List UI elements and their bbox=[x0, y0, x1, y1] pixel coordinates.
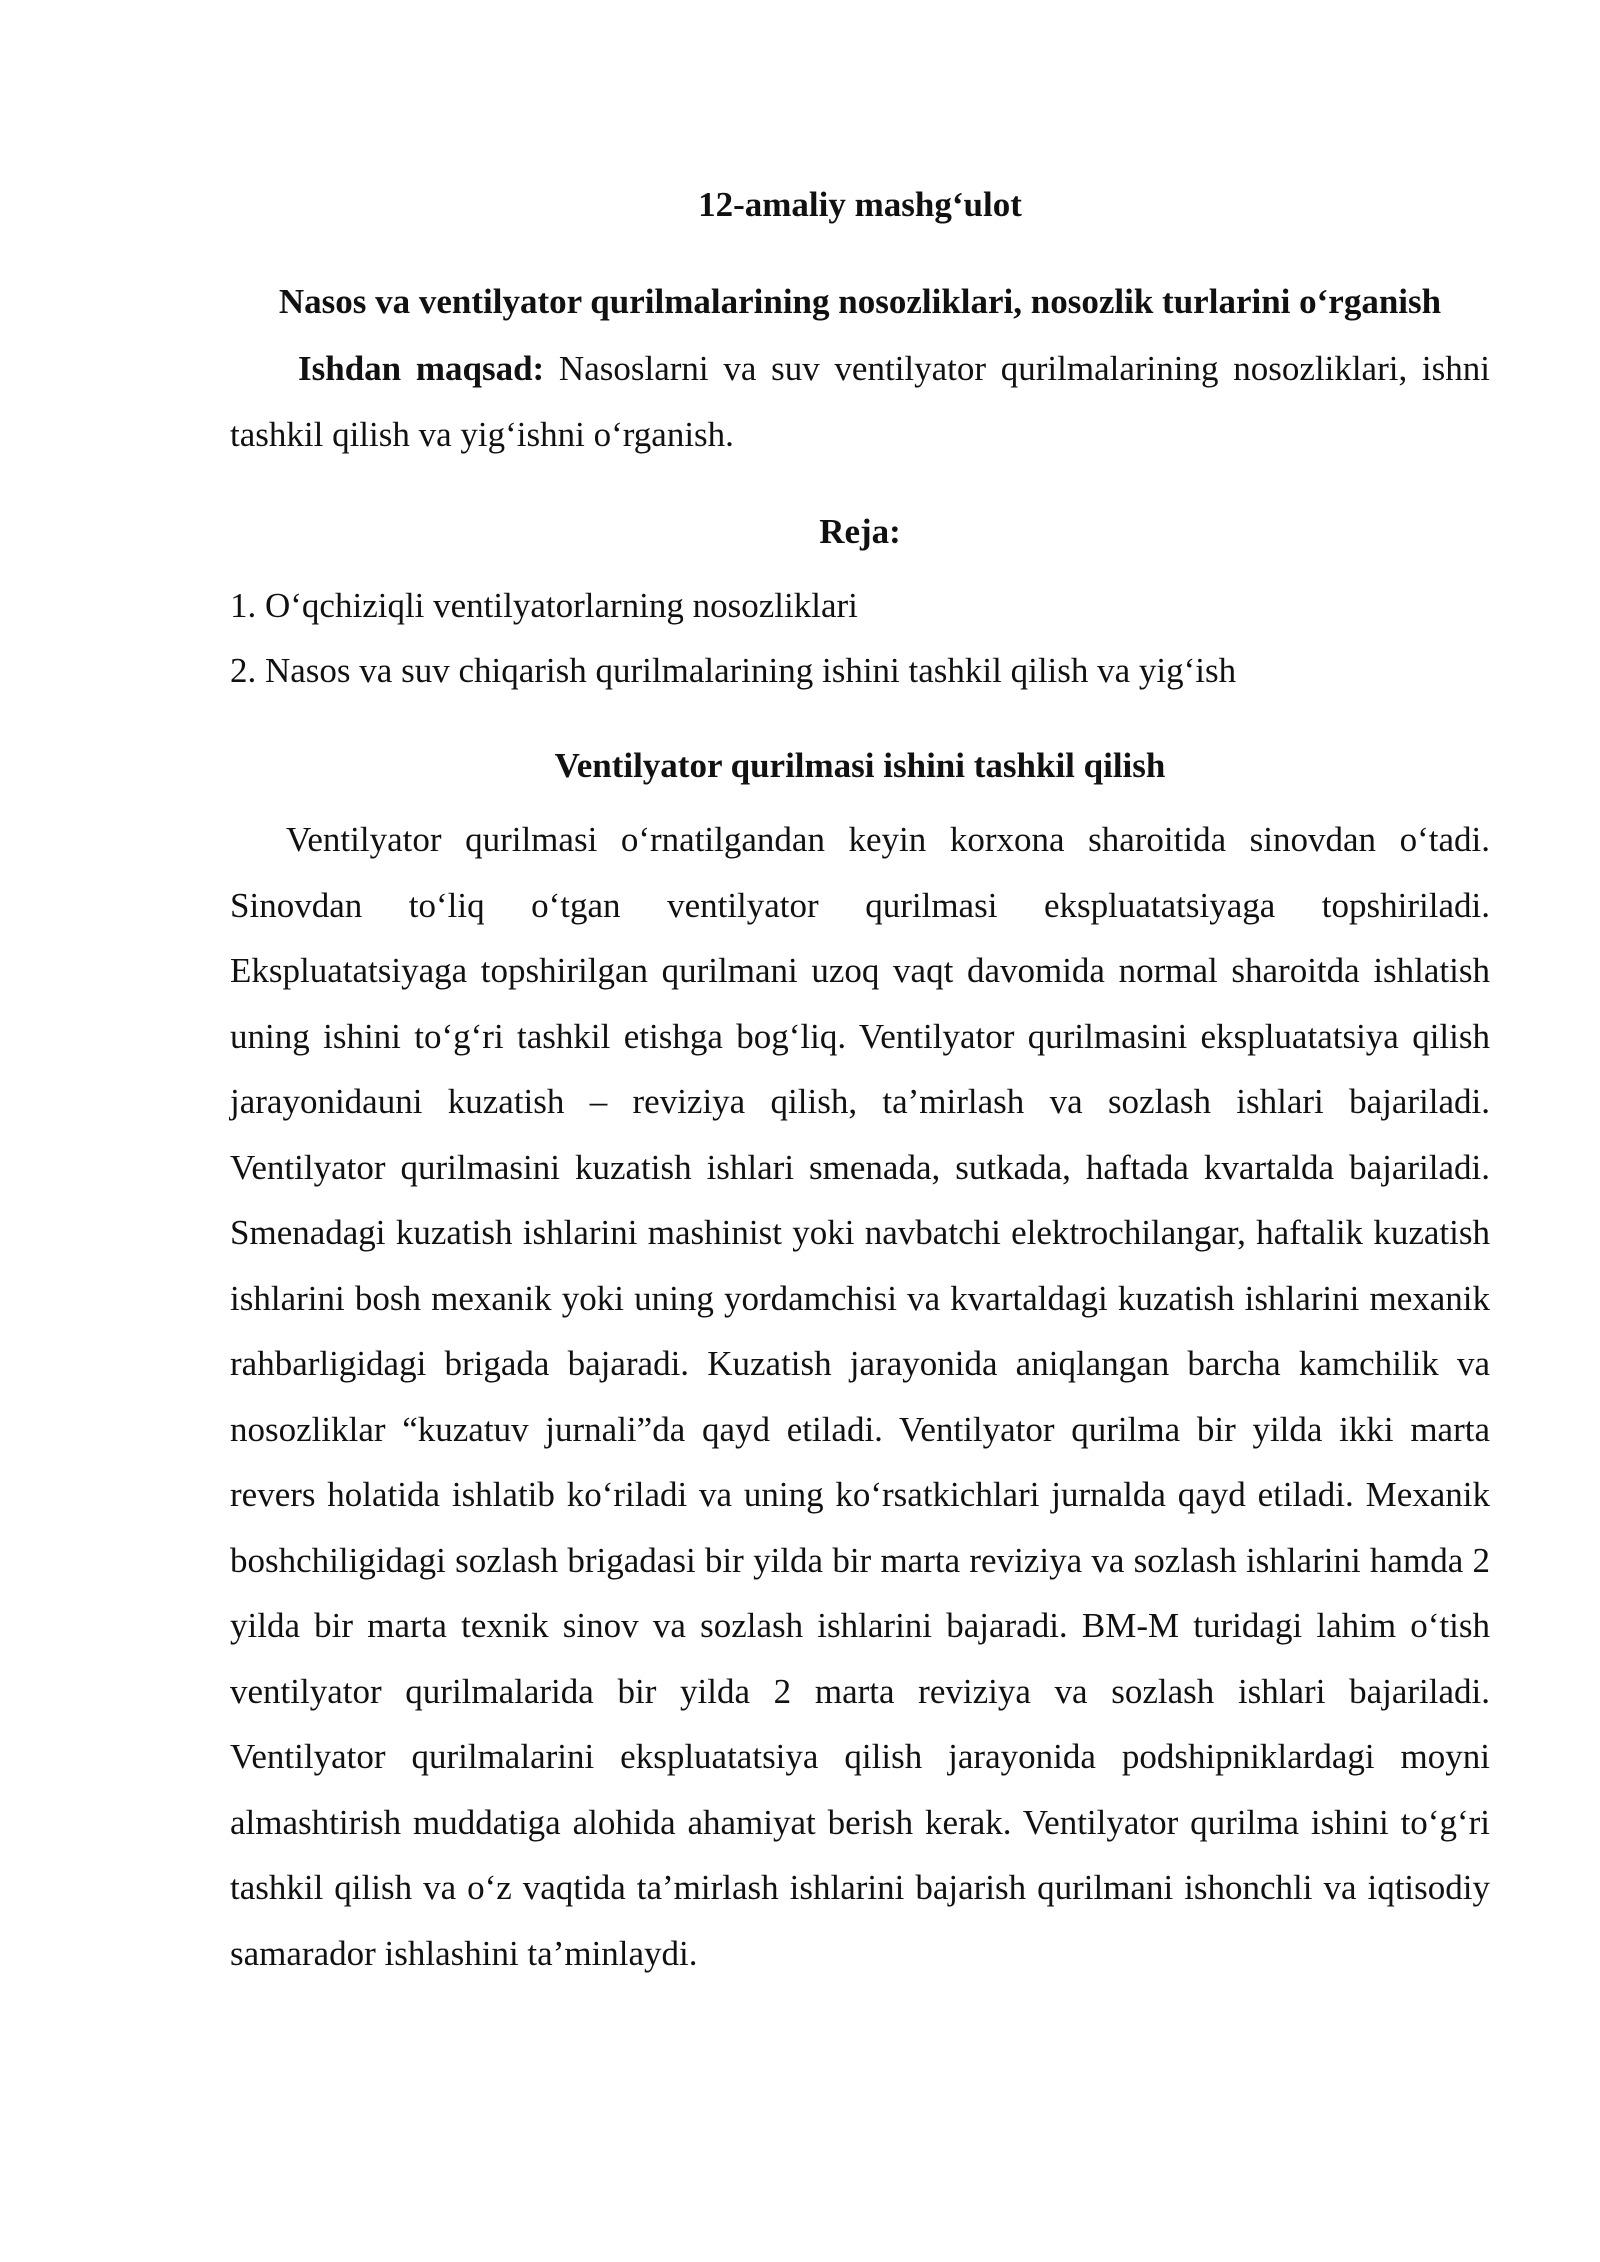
section-heading: Ventilyator qurilmasi ishini tashkil qilish bbox=[554, 746, 1166, 785]
document-title: 12-amaliy mashg‘ulot bbox=[698, 185, 1022, 224]
body-paragraph: Ventilyator qurilmasi o‘rnatilgandan keyin korxona sharoitida sinovdan o‘tadi. Sinovdan to‘liq o‘tgan ventilyator qurilmasi ekspluatatsiyaga topshiriladi. Ekspluatatsiyaga topshirilgan qurilmani uzoq vaqt davomida normal sharoitda ishlatish uning ishini to‘g‘ri tashkil etishga bog‘liq. Ventilyator qurilmasini ekspluatatsiya qilish jarayonidauni kuzatish – reviziya qilish, ta’mirlash va sozlash ishlari bajariladi. Ventilyator qurilmasini kuzatish ishlari smenada, sutkada, haftada kvartalda bajariladi. Smenadagi kuzatish ishlarini mashinist yoki navbatchi elektrochilangar, haftalik kuzatish ishlarini bosh mexanik yoki uning yordamchisi va kvartaldagi kuzatish ishlarini mexanik rahbarligidagi brigada bajaradi. Kuzatish jarayonida aniqlangan barcha kamchilik va nosozliklar “kuzatuv jurnali”da qayd etiladi. Ventilyator qurilma bir yilda ikki marta revers holatida ishlatib ko‘riladi va uning ko‘rsatkichlari jurnalda qayd etiladi. Mexanik boshchiligidagi sozlash brigadasi bir yilda bir marta reviziya va sozlash ishlarini hamda 2 yilda bir marta texnik sinov va sozlash ishlarini bajaradi. BM-M turidagi lahim o‘tish ventilyator qurilmalarida bir yilda 2 marta reviziya va sozlash ishlari bajariladi. Ventilyator qurilmalarini ekspluatatsiya qilish jarayonida podshipniklardagi moyni almashtirish muddatiga alohida ahamiyat berish kerak. Ventilyator qurilma ishini to‘g‘ri tashkil qilish va o‘z vaqtida ta’mirlash ishlarini bajarish qurilmani ishonchli va iqtisodiy samarador ishlashini ta’minlaydi. bbox=[230, 820, 1490, 1973]
document-subtitle: Nasos va ventilyator qurilmalarining nosozliklari, nosozlik turlarini o‘rganish bbox=[278, 282, 1442, 321]
purpose-label: Ishdan maqsad: bbox=[298, 349, 545, 388]
plan-item: 1. O‘qchiziqli ventilyatorlarning nosozliklari bbox=[230, 586, 858, 625]
plan-item: 2. Nasos va suv chiqarish qurilmalarining ishini tashkil qilish va yig‘ish bbox=[230, 651, 1237, 690]
purpose-text: Nasoslarni va suv ventilyator qurilmalarining nosozliklari, ishni tashkil qilish va yig‘ishni o‘rganish. bbox=[230, 349, 1490, 454]
plan-heading: Reja: bbox=[819, 512, 901, 551]
purpose-paragraph bbox=[230, 336, 1490, 467]
